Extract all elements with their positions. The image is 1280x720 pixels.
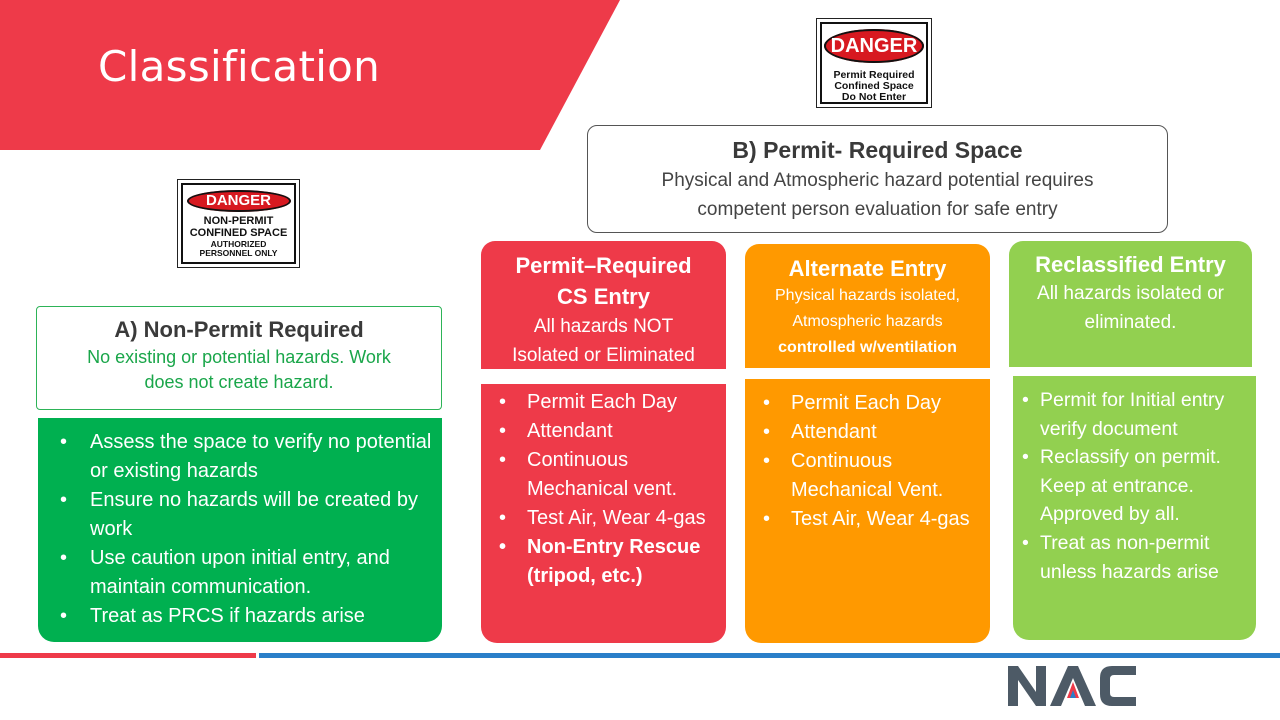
description-line: All hazards isolated or bbox=[1037, 283, 1224, 304]
sign-line: NON-PERMIT bbox=[203, 215, 274, 227]
list-item: • Ensure no hazards will be created by work bbox=[38, 486, 442, 544]
danger-sign-permit-required bbox=[816, 18, 932, 108]
permit-cs-entry-header bbox=[481, 241, 726, 369]
list-item: • Reclassify on permit. Keep at entrance. Approved by all. bbox=[1013, 443, 1256, 529]
permit-required-heading: B) Permit- Required Space bbox=[732, 137, 1023, 163]
alternate-entry-bullets-card bbox=[745, 379, 990, 643]
list-item: • Test Air, Wear 4-gas bbox=[481, 504, 726, 533]
description-line: eliminated. bbox=[1084, 312, 1177, 333]
description-line: competent person evaluation for safe entry bbox=[697, 199, 1058, 220]
permit-required-description bbox=[588, 166, 1167, 224]
sign-line: AUTHORIZED bbox=[210, 239, 267, 250]
list-item: • Permit for Initial entry verify document bbox=[1013, 386, 1256, 443]
heading-line: CS Entry bbox=[557, 284, 650, 309]
description-line: Isolated or Eliminated bbox=[512, 345, 695, 366]
danger-oval: DANGER bbox=[824, 29, 924, 63]
list-item: • Permit Each Day bbox=[745, 389, 990, 418]
description-line: Atmospheric hazards bbox=[792, 313, 943, 330]
bullet-list bbox=[38, 428, 442, 631]
description-line: All hazards NOT bbox=[533, 316, 674, 337]
list-item: • Attendant bbox=[745, 418, 990, 447]
description-line: Physical hazards isolated, bbox=[775, 287, 960, 304]
sign-line: Permit Required bbox=[833, 69, 915, 81]
heading-line: Permit–Required bbox=[515, 253, 692, 278]
list-item-bold: • Non-Entry Rescue (tripod, etc.) bbox=[481, 533, 726, 591]
description-line: Physical and Atmospheric hazard potential requires bbox=[661, 170, 1094, 191]
non-permit-bullets-card bbox=[38, 418, 442, 642]
list-item: • Continuous Mechanical Vent. bbox=[745, 447, 990, 505]
list-item: • Continuous Mechanical vent. bbox=[481, 446, 726, 504]
sign-text-large bbox=[183, 216, 294, 239]
list-item: • Permit Each Day bbox=[481, 388, 726, 417]
reclassified-entry-bullets-card bbox=[1013, 376, 1256, 640]
list-item: • Assess the space to verify no potential or existing hazards bbox=[38, 428, 442, 486]
footer-line-blue bbox=[259, 653, 1280, 658]
list-item: • Treat as non-permit unless hazards arise bbox=[1013, 529, 1256, 586]
list-item: • Test Air, Wear 4-gas bbox=[745, 505, 990, 534]
footer-line-red bbox=[0, 653, 256, 658]
non-permit-heading: A) Non-Permit Required bbox=[114, 317, 364, 342]
alternate-entry-heading: Alternate Entry bbox=[788, 256, 947, 281]
sign-text-small bbox=[183, 240, 294, 258]
slide-title: Classification bbox=[98, 42, 381, 91]
description-line: No existing or potential hazards. Work bbox=[87, 347, 391, 367]
non-permit-description bbox=[37, 345, 441, 395]
alternate-entry-header bbox=[745, 244, 990, 368]
alternate-entry-description bbox=[745, 283, 990, 361]
reclassified-entry-header bbox=[1009, 241, 1252, 367]
nac-logo bbox=[1008, 664, 1136, 706]
sign-line: PERSONNEL ONLY bbox=[199, 248, 278, 259]
list-item: • Use caution upon initial entry, and maintain communication. bbox=[38, 544, 442, 602]
description-line-bold: controlled w/ventilation bbox=[778, 339, 957, 356]
bullet-list bbox=[1013, 386, 1256, 586]
permit-required-space-box bbox=[587, 125, 1168, 233]
reclassified-entry-heading: Reclassified Entry bbox=[1035, 252, 1226, 277]
permit-cs-entry-bullets-card bbox=[481, 384, 726, 643]
non-permit-required-box bbox=[36, 306, 442, 410]
bullet-list bbox=[745, 389, 990, 534]
danger-sign-non-permit bbox=[177, 179, 300, 268]
list-item: • Treat as PRCS if hazards arise bbox=[38, 602, 442, 631]
permit-cs-entry-heading bbox=[481, 250, 726, 312]
sign-line: Confined Space bbox=[834, 80, 914, 93]
list-item: • Attendant bbox=[481, 417, 726, 446]
permit-cs-entry-description bbox=[481, 312, 726, 370]
reclassified-entry-description bbox=[1009, 279, 1252, 337]
sign-border bbox=[181, 183, 296, 264]
sign-line: Do Not Enter bbox=[841, 91, 907, 104]
bullet-list bbox=[481, 388, 726, 591]
description-line: does not create hazard. bbox=[144, 372, 334, 392]
sign-text bbox=[822, 70, 926, 103]
danger-oval: DANGER bbox=[187, 190, 291, 212]
sign-line: CONFINED SPACE bbox=[189, 226, 288, 239]
sign-border bbox=[820, 22, 928, 104]
